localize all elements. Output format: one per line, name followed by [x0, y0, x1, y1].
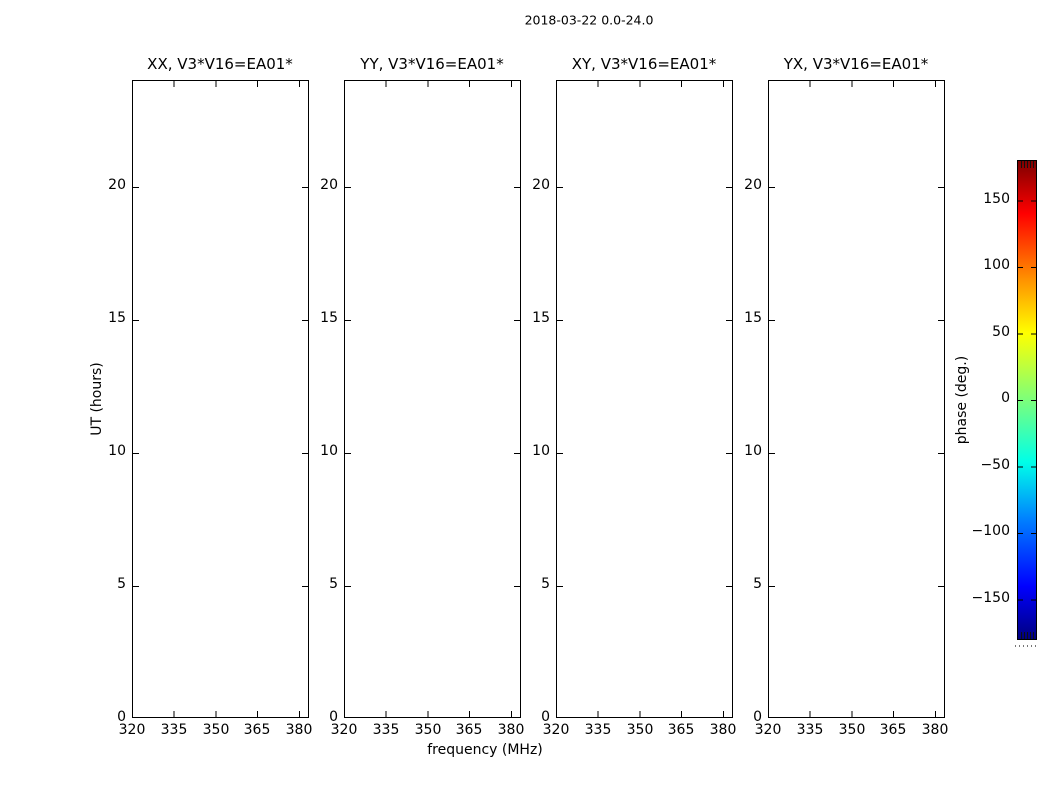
- y-tick-label: 15: [744, 310, 762, 326]
- y-tick-label: 20: [532, 177, 550, 193]
- x-ticks-bottom: [133, 711, 308, 717]
- y-ticks-left: [345, 81, 351, 717]
- colorbar-tick-label: −50: [980, 457, 1010, 473]
- y-tick-label: 15: [320, 310, 338, 326]
- x-tick-label: 320: [754, 722, 782, 738]
- y-tick-label: 5: [329, 576, 338, 592]
- y-tick-label: 0: [753, 709, 762, 725]
- colorbar-tick-label: −150: [971, 590, 1010, 606]
- x-tick-label: 380: [497, 722, 525, 738]
- x-tick-label: 335: [584, 722, 612, 738]
- colorbar-ticks-left: [1018, 161, 1023, 639]
- x-tick-label: 365: [455, 722, 483, 738]
- x-ticks-top: [345, 81, 520, 87]
- y-tick-label: 10: [320, 443, 338, 459]
- colorbar-bottom-hatch: [1019, 632, 1035, 639]
- y-tick-label: 0: [329, 709, 338, 725]
- x-tick-label: 350: [202, 722, 230, 738]
- y-tick-label: 20: [108, 177, 126, 193]
- colorbar-tick-label: −100: [971, 523, 1010, 539]
- y-tick-label: 15: [532, 310, 550, 326]
- x-ticks-top: [557, 81, 732, 87]
- y-ticks-left: [133, 81, 139, 717]
- y-axis-label: UT (hours): [89, 362, 105, 436]
- x-ticks-top: [769, 81, 944, 87]
- y-ticks-right: [938, 81, 944, 717]
- x-tick-label: 320: [118, 722, 146, 738]
- y-tick-label: 20: [320, 177, 338, 193]
- subplot-panel-xx: [132, 80, 309, 718]
- subplot-title-xy: XY, V3*V16=EA01*: [571, 55, 717, 73]
- x-tick-label: 380: [921, 722, 949, 738]
- y-tick-label: 5: [117, 576, 126, 592]
- x-tick-label: 380: [285, 722, 313, 738]
- y-tick-label: 15: [108, 310, 126, 326]
- colorbar-tick-label: 0: [1001, 390, 1010, 406]
- x-tick-label: 380: [709, 722, 737, 738]
- x-tick-label: 335: [372, 722, 400, 738]
- colorbar-end-dots: [1015, 645, 1039, 647]
- x-tick-label: 365: [879, 722, 907, 738]
- x-ticks-top: [133, 81, 308, 87]
- x-tick-label: 320: [330, 722, 358, 738]
- y-tick-label: 5: [541, 576, 550, 592]
- x-axis-label: frequency (MHz): [427, 742, 543, 758]
- x-tick-label: 335: [796, 722, 824, 738]
- subplot-title-yx: YX, V3*V16=EA01*: [783, 55, 929, 73]
- x-tick-label: 335: [160, 722, 188, 738]
- x-tick-label: 320: [542, 722, 570, 738]
- x-tick-label: 365: [243, 722, 271, 738]
- figure-title: 2018-03-22 0.0-24.0: [524, 12, 654, 28]
- y-ticks-left: [769, 81, 775, 717]
- colorbar-tick-label: 50: [992, 324, 1010, 340]
- y-tick-label: 20: [744, 177, 762, 193]
- x-ticks-bottom: [557, 711, 732, 717]
- colorbar-ticks-right: [1031, 161, 1036, 639]
- colorbar-label: phase (deg.): [954, 355, 970, 445]
- x-tick-label: 350: [414, 722, 442, 738]
- x-tick-label: 365: [667, 722, 695, 738]
- x-tick-label: 350: [838, 722, 866, 738]
- y-tick-label: 10: [744, 443, 762, 459]
- subplot-title-yy: YY, V3*V16=EA01*: [360, 55, 504, 73]
- y-tick-label: 10: [108, 443, 126, 459]
- y-tick-label: 0: [117, 709, 126, 725]
- colorbar-tick-label: 100: [983, 257, 1010, 273]
- colorbar-top-hatch: [1019, 161, 1035, 168]
- x-ticks-bottom: [769, 711, 944, 717]
- x-tick-label: 350: [626, 722, 654, 738]
- y-tick-label: 5: [753, 576, 762, 592]
- subplot-panel-yy: [344, 80, 521, 718]
- subplot-title-xx: XX, V3*V16=EA01*: [147, 55, 293, 73]
- y-tick-label: 0: [541, 709, 550, 725]
- x-ticks-bottom: [345, 711, 520, 717]
- subplot-panel-xy: [556, 80, 733, 718]
- colorbar: [1017, 160, 1037, 640]
- y-tick-label: 10: [532, 443, 550, 459]
- colorbar-tick-label: 150: [983, 191, 1010, 207]
- y-ticks-left: [557, 81, 563, 717]
- subplot-panel-yx: [768, 80, 945, 718]
